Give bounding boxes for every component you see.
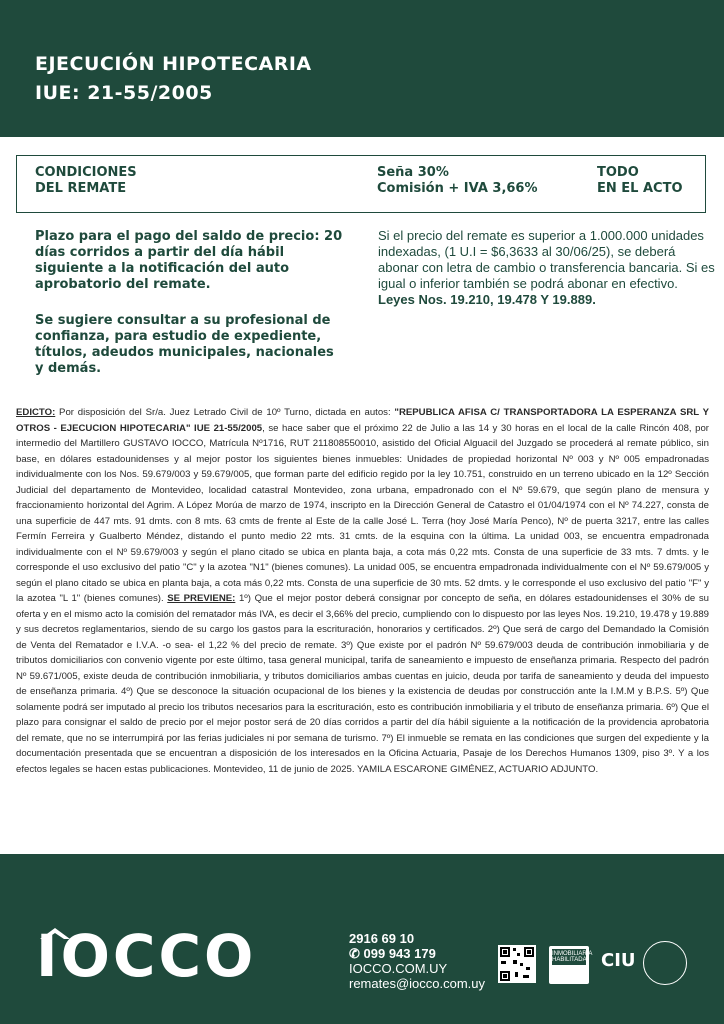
whatsapp-line[interactable] (349, 946, 485, 961)
website-link[interactable]: IOCCO.COM.UY (349, 961, 448, 976)
advice-text: Se sugiere consultar a su profesional de confianza, para estudio de expediente, títulos, adeudos municipales, nacionales y demás. (35, 313, 334, 376)
price-note: Si el precio del remate es superior a 1.000.000 unidades indexadas, (1 U.I = $6,3633 al 30/06/25), se deberá abonar con letra de cambio o transferencia bancaria. Si es igual o inferior también se podrá abonar en efectivo. (378, 228, 715, 291)
edicto-case: "REPUBLICA AFISA C/ TRANSPORTADORA LA ESPERANZA SRL Y OTROS - EJECUCION HIPOTECARIA" IUE 21-55/2005 (16, 407, 709, 434)
contact-block (349, 931, 485, 991)
edicto-body-1: , se hace saber que el próximo 22 de Julio a las 14 y 30 horas en el local de la calle Rincón 408, por intermedio del Martillero GUSTAVO IOCCO, Matrícula Nº1716, RUT 211808550010, asistido del Oficial Alguacil del Juzgado se procederá al remate público, sin base, en dólares estadounidenses y al mejor postor los siguientes bienes inmuebles: Unidades de propiedad horizontal Nº 003 y Nº 005 empadronadas individualmente con los Nos. 59.679/003 y 59.679/005, que forman parte del edificio regido por la ley 10.751, construido en un terreno ubicado en la 12º Sección Judicial del departamento de Montevideo, localidad catastral Montevideo, zona urbana, empadronado con el Nº 59.679, que según plano de mensura y fraccionamiento horizontal del Agrim. A López Morúa de marzo de 1974, inscripto en la Dirección General de Catastro el 01/04/1974 con el Nº 74.227, consta de una superficie de 447 mts. 91 dmts. con 8 mts. 63 cmts de frente al Este de la calle José L. Terra (hoy José María Penco), Nº de puerta 3217, entre las calles Fermín Ferreira y Gualberto Méndez, distando el punto medio 22 mts. 31 cmts. de la esquina con la última. La unidad 003, se encuentra empadronada individualmente con el Nº 59.679/003 y según el plano citado se ubica en planta baja, a cota más 0,22 mts. Consta de una superficie de 33 mts. 7 dmts. y le corresponde el uso exclusivo del patio "C" y la azotea "N1" (bienes comunes). La unidad 005, se encuentra empadronada individualmente con el Nº 59.679/005 y según el plano citado se ubica en planta baja, a cota más 0,22 mts. Consta de una superficie de 30 mts. 52 dmts. y le corresponde el uso exclusivo del patio "F" y la azotea "L 1" (bienes comunes). (16, 422, 709, 604)
conditions-box (16, 155, 706, 213)
header-banner (0, 0, 724, 137)
price-note-block (378, 228, 718, 308)
phone[interactable]: 2916 69 10 (349, 931, 415, 946)
edicto-body-2: 1º) Que el mejor postor deberá consignar por concepto de seña, en dólares estadounidenses el 30% de su oferta y en el mismo acto la comisión del rematador más IVA, es decir el 3,66% del precio, cumpliendo con lo dispuesto por las leyes Nos. 19.210, 19.478 y 19.889 y sus decretos reglamentarios, siendo de su cargo los gastos para la escrituración, honorarios y certificados. 2º) Que será de cargo del Demandado la Comisión de Venta del Rematador e I.V.A. -o sea- el 1,22 % del precio de remate. 3º) Que existe por el padrón Nº 59.679/003 deuda de contribución inmobiliaria y de tributos domiciliarios con convenio vigente por este último, tasa general municipal, tarifa de saneamiento e impuesto de enseñanza primaria. Respecto del padrón Nº 59.671/005, existe deuda de contribución inmobiliaria, y tributos domiciliarios ambas cuentas en juicio, deuda por tarifa de saneamiento y deuda del impuesto de enseñanza primaria. 4º) Que se desconoce la situación ocupacional de los bienes y la existencia de deudas por construcción ante la I.M.M y B.P.S. 5º) Que solamente podrá ser imputado al precio los tributos necesarios para la escrituración, esto es contribución inmobiliaria y el tributo de enseñanza primaria. 6º) Que el plazo para consignar el saldo de precio por el mejor postor será de 20 días corridos a partir del día hábil siguiente a la notificación de la providencia aprobatoria del remate, que no se interrumpirá por las ferias judiciales ni por semana de turismo. 7º) El inmueble se remata en las condiciones que surgen del expediente y la documentación presentada que se encuentran a disposición de los interesados en la Oficina Actuaria, Pasaje de los Derechos Humanos 1309, piso 3º. Y a los efectos legales se hacen estas publicaciones. Montevideo, 11 de junio de 2025. YAMILA ESCARONE GIMÉNEZ, ACTUARIO ADJUNTO. (16, 593, 710, 775)
email-link[interactable]: remates@iocco.com.uy (349, 976, 486, 991)
camara-seal-icon (643, 941, 687, 985)
laws-text: Leyes Nos. 19.210, 19.478 Y 19.889. (378, 292, 596, 307)
inmobiliaria-habilitada-badge (549, 946, 593, 984)
edicto-intro: Por disposición del Sr/a. Juez Letrado Civil de 10º Turno, dictada en autos: (55, 407, 395, 418)
badge-label: INMOBILIARIA HABILITADA (552, 951, 593, 963)
title-line-1: EJECUCIÓN HIPOTECARIA (35, 53, 312, 75)
iocco-logo: IOCCO (36, 922, 257, 990)
payment-term: Plazo para el pago del saldo de precio: 20 días corridos a partir del día hábil siguiente a la notificación del auto aprobatorio del remate. (35, 229, 343, 292)
ciu-logo: CIU (601, 950, 636, 971)
edicto-warn-label: SE PREVIENE: (167, 593, 236, 604)
qr-code-icon (498, 945, 536, 983)
page-title (35, 50, 312, 108)
conditions-fees: Seña 30% Comisión + IVA 3,66% (377, 165, 538, 196)
conditions-when: TODO EN EL ACTO (597, 165, 683, 196)
edicto-text (16, 405, 709, 777)
conditions-label: CONDICIONES DEL REMATE (35, 165, 137, 196)
whatsapp-icon: ✆ (349, 946, 364, 961)
edicto-label: EDICTO: (16, 407, 56, 418)
title-line-2: IUE: 21-55/2005 (35, 82, 213, 104)
whatsapp-number: 099 943 179 (363, 946, 436, 961)
